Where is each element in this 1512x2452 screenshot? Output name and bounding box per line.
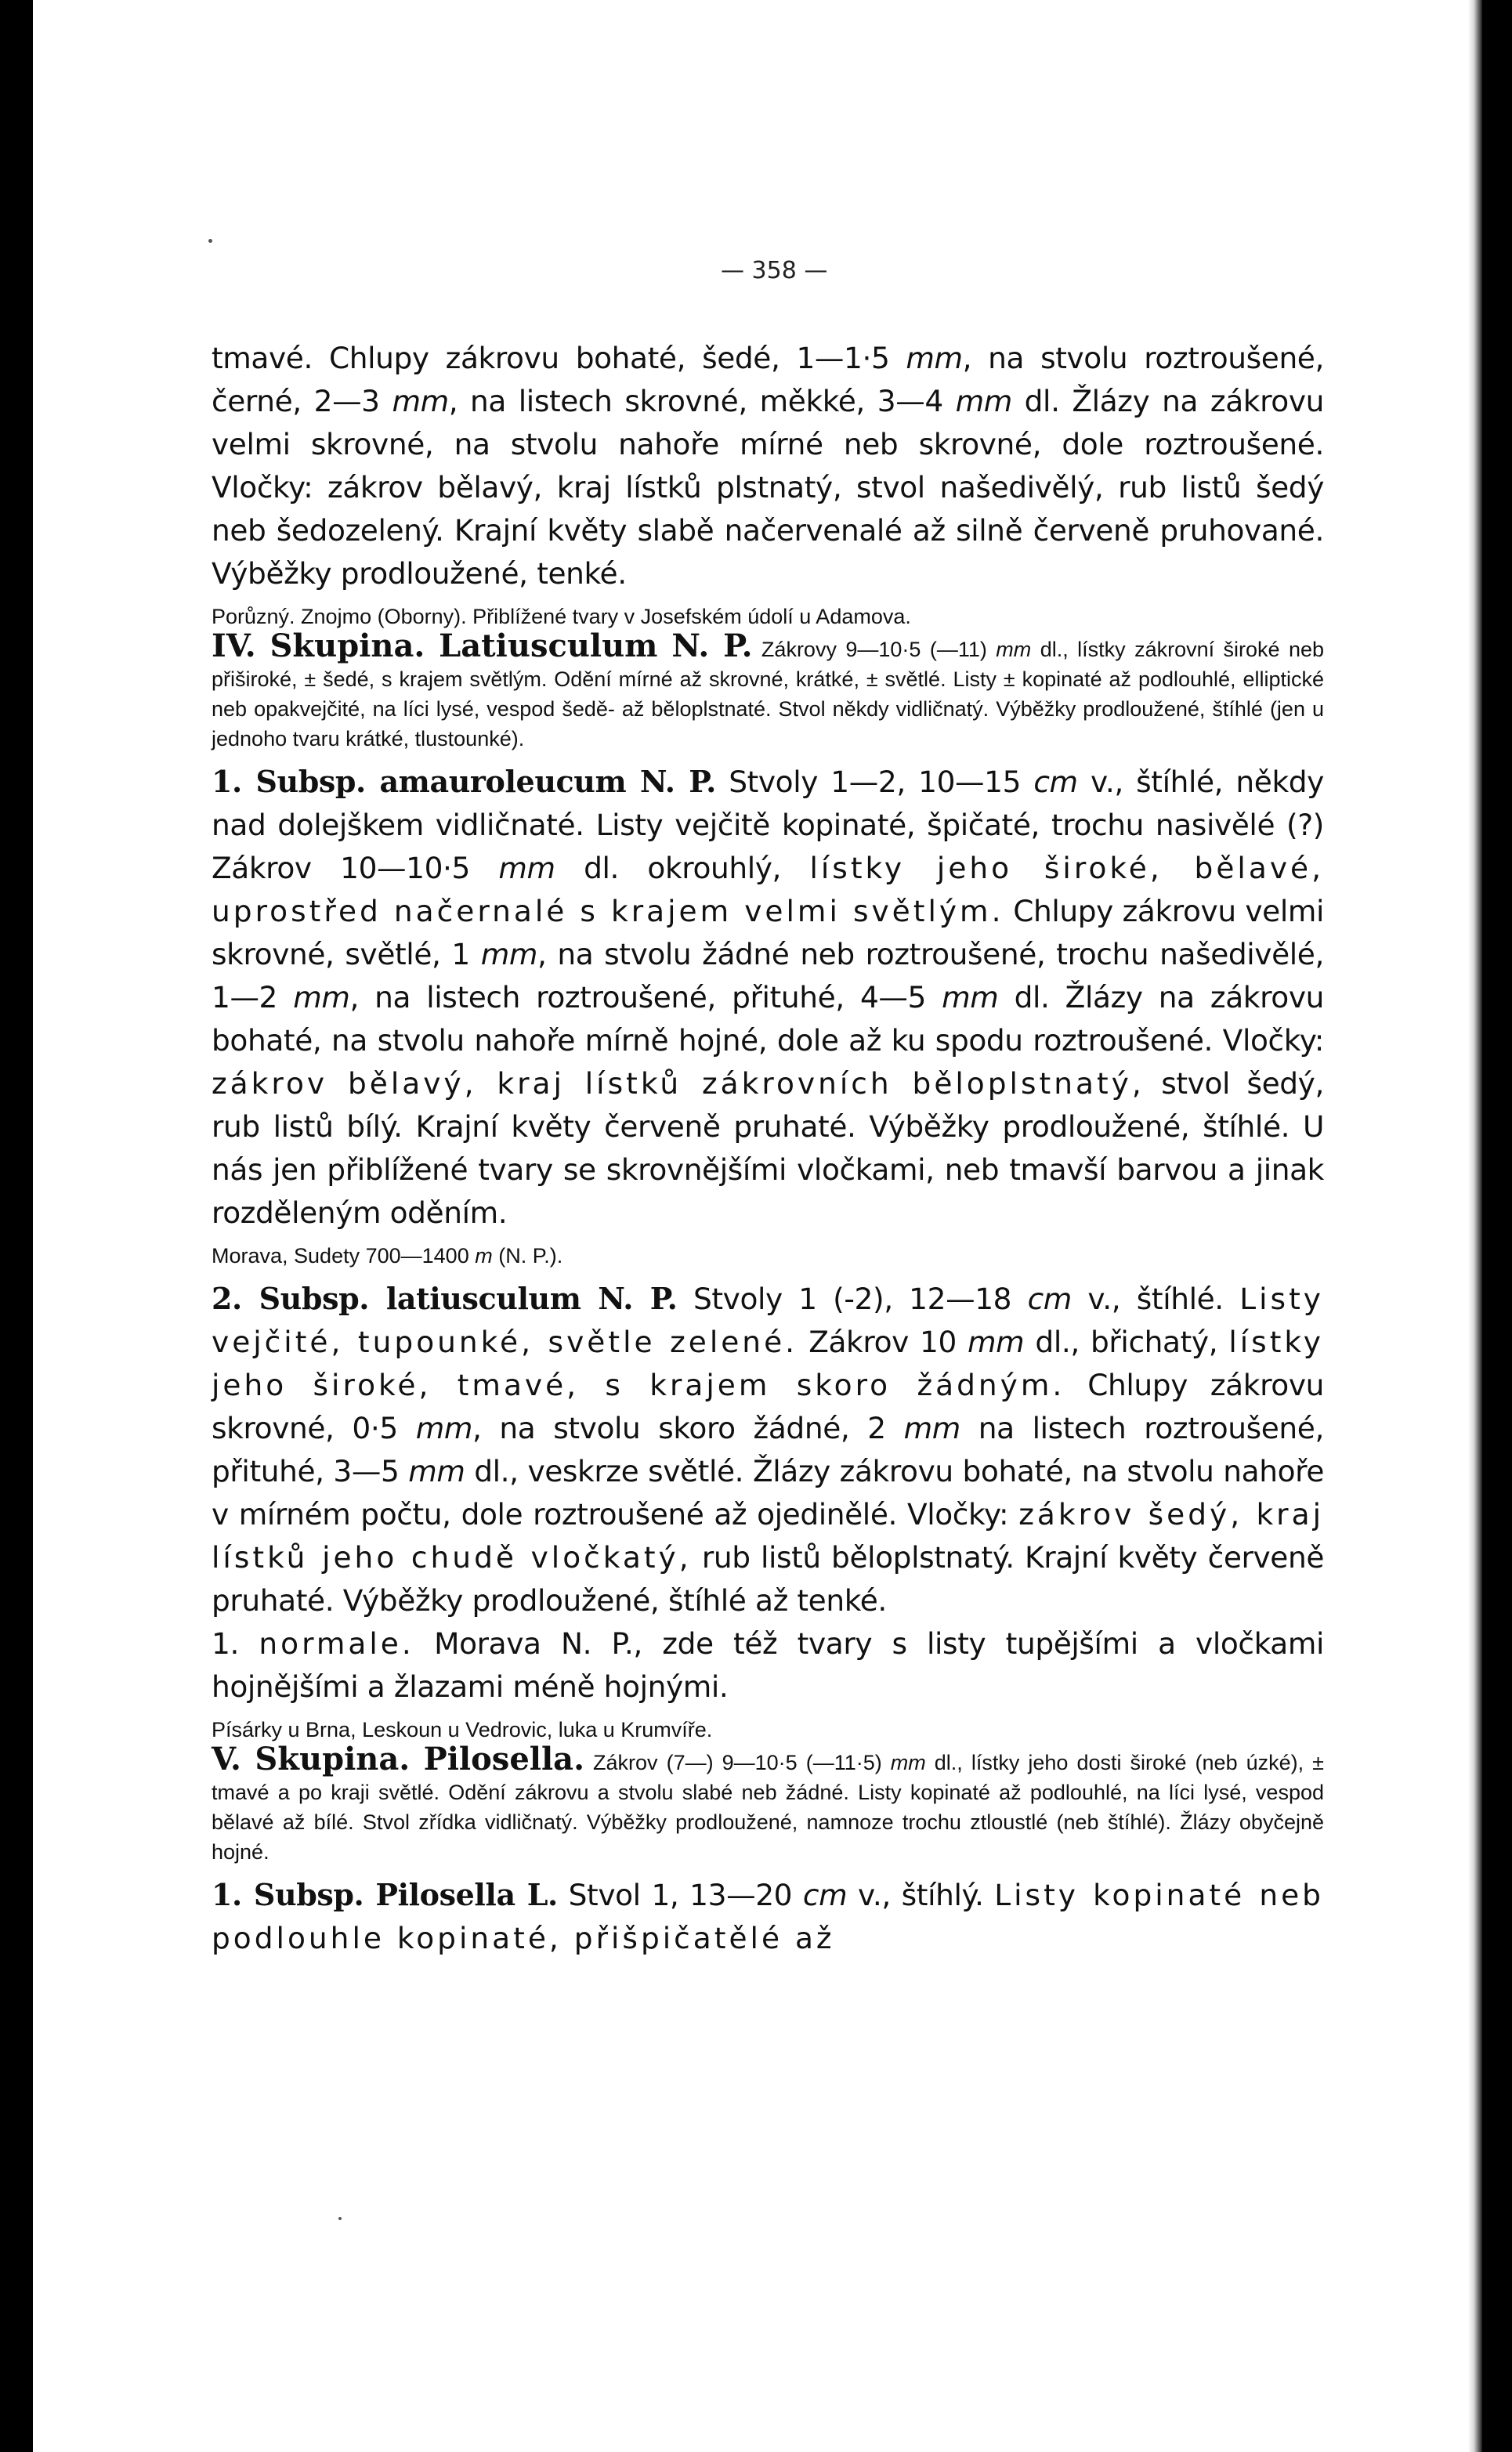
text-run: Porůzný. Znojmo (Oborny). Přiblížené tvary v Josefském údolí u Adamova. [212, 605, 911, 628]
paragraph [212, 1741, 1324, 1867]
text-run: Listy vejčité, tupounké, světle zelené. [212, 1282, 1324, 1359]
text-run: mm [415, 1411, 473, 1445]
text-run: mm [498, 851, 555, 885]
paragraph [212, 1241, 1324, 1271]
text-run: 1. [212, 1626, 259, 1661]
text-run: mm [906, 341, 963, 375]
text-run: v., štíhlé. [1071, 1282, 1240, 1316]
text-run: stvol šedý, rub listů bílý. Krajní květy červeně pruhaté. Výběžky prodloužené, štíhlé. U nás jen přiblížené tvary se skrovnějšími vločkami, neb tmavší barvou a jinak rozděleným oděním. [212, 1066, 1324, 1230]
text-run: cm [1033, 765, 1078, 799]
text-run: Chlupy zákrovu skrovné, 0·5 [212, 1368, 1324, 1445]
text-run: 2. Subsp. latiusculum N. P. [212, 1281, 678, 1316]
text-run: mm [408, 1454, 465, 1488]
text-run: IV. Skupina. Latiusculum N. P. [212, 627, 753, 664]
paragraph [212, 760, 1324, 1235]
text-run: mm [955, 384, 1012, 418]
body-text [212, 337, 1324, 1960]
text-run: 1. Subsp. amauroleucum N. P. [212, 764, 716, 799]
text-run: na listech roztroušené, přituhé, 3—5 [212, 1411, 1324, 1488]
text-run: Morava, Sudety 700—1400 [212, 1244, 476, 1268]
text-run: Zákrov 10 [798, 1325, 968, 1359]
text-run: Stvol 1, 13—20 [557, 1878, 803, 1912]
text-run: Zákrov (7—) 9—10·5 (—11·5) [584, 1751, 891, 1774]
text-run: dl. Žlázy na zákrovu bohaté, na stvolu nahoře mírně hojné, dole až ku spodu roztroušené. Vločky: [212, 980, 1324, 1058]
text-run: (N. P.). [492, 1244, 563, 1268]
text-run: mm [890, 1751, 926, 1774]
paragraph [212, 337, 1324, 595]
page-number: — 358 — [721, 257, 828, 284]
text-run: Písárky u Brna, Leskoun u Vedrovic, luka u Krumvíře. [212, 1718, 713, 1741]
speck [338, 2217, 342, 2220]
text-run: rub listů běloplstnatý. Krajní květy červeně pruhaté. Výběžky prodloužené, štíhlé až tenké. [212, 1540, 1325, 1618]
text-run: mm [480, 937, 537, 971]
text-run: lístky jeho široké, bělavé, uprostřed načernalé s krajem velmi světlým. [212, 851, 1325, 928]
text-run: Morava N. P., zde též tvary s listy tupějšími a vločkami hojnějšími a žlazami méně hojnými. [212, 1626, 1325, 1704]
text-run: 1. Subsp. Pilosella L. [212, 1877, 558, 1912]
text-run: dl. okrouhlý, [555, 851, 810, 885]
text-run: tmavé. Chlupy zákrovu bohaté, šedé, 1—1·5 [212, 341, 906, 375]
text-run: mm [942, 980, 999, 1014]
text-run: V. Skupina. Pilosella. [212, 1741, 585, 1778]
text-run: m [475, 1244, 493, 1268]
text-run: mm [903, 1411, 960, 1445]
text-run: mm [996, 638, 1032, 661]
text-run: dl., lístky jeho dosti široké (neb úzké), ± tmavé a po kraji světlé. Odění zákrovu a stvolu slabé neb žádné. Listy kopinaté až podlouhlé, na líci lysé, vespod bělavé až bílé. Stvol zřídka vidličnatý. Výběžky prodloužené, namnoze trochu ztloustlé (neb štíhlé). Žlázy obyčejně hojné. [212, 1751, 1324, 1864]
text-run: dl. Žlázy na zákrovu velmi skrovné, na stvolu nahoře mírné neb skrovné, dole roztroušené. Vločky: zákrov bělavý, kraj lístků plstnatý, stvol našedivělý, rub listů šedý neb šedozelený. Krajní květy slabě načervenalé až silně červeně pruhované. Výběžky prodloužené, tenké. [212, 384, 1324, 591]
text-run: zákrov bělavý, kraj lístků zákrovních běloplstnatý, [212, 1066, 1145, 1101]
paragraph [212, 1622, 1324, 1709]
page-gutter-shadow [1468, 0, 1482, 2452]
text-run: mm [293, 980, 350, 1014]
text-run: mm [968, 1325, 1025, 1359]
text-run: Listy kopinaté neb podlouhle kopinaté, přišpičatělé až [212, 1878, 1324, 1955]
text-run: cm [802, 1878, 848, 1912]
text-run: lístky jeho široké, tmavé, s krajem skoro žádným. [212, 1325, 1324, 1402]
text-run: , na listech roztroušené, přituhé, 4—5 [349, 980, 942, 1014]
text-run: mm [392, 384, 449, 418]
text-run: zákrov šedý, kraj lístků jeho chudě vločkatý, [212, 1497, 1324, 1575]
paragraph [212, 627, 1325, 754]
text-run: Stvoly 1—2, 10—15 [715, 765, 1034, 799]
text-run: , na stvolu skoro žádné, 2 [472, 1411, 904, 1445]
paragraph [212, 1277, 1324, 1622]
text-run: , na stvolu roztroušené, černé, 2—3 [212, 341, 1325, 418]
paragraph [212, 1873, 1324, 1960]
text-run: dl., veskrze světlé. Žlázy zákrovu bohaté, na stvolu nahoře v mírném počtu, dole roztroušené až ojedinělé. Vločky: [212, 1454, 1324, 1532]
speck [208, 239, 212, 243]
text-run: , na listech skrovné, měkké, 3—4 [448, 384, 956, 418]
text-run: normale. [259, 1626, 414, 1661]
text-run: v., štíhlé, někdy nad dolejškem vidličnaté. Listy vejčitě kopinaté, špičaté, trochu nasivělé (?) Zákrov 10—10·5 [212, 765, 1324, 885]
text-run: cm [1027, 1282, 1072, 1316]
text-run: Chlupy zákrovu velmi skrovné, světlé, 1 [212, 894, 1324, 971]
text-run: Stvoly 1 (-2), 12—18 [677, 1282, 1028, 1316]
text-run: Zákrovy 9—10·5 (—11) [752, 638, 997, 661]
text-run: v., štíhlý. [847, 1878, 995, 1912]
text-run: dl., lístky zákrovní široké neb přiširoké, ± šedé, s krajem světlým. Odění mírné až skrovné, krátké, ± světlé. Listy ± kopinaté až podlouhlé, elliptické neb opakvejčité, na líci lysé, vespod šedě- až běloplstnaté. Stvol někdy vidličnatý. Výběžky prodloužené, štíhlé (jen u jednoho tvaru krátké, tlustounké). [212, 638, 1325, 750]
text-run: , na stvolu žádné neb roztroušené, trochu našedivělé, 1—2 [212, 937, 1324, 1014]
text-run: dl., břichatý, [1024, 1325, 1229, 1359]
